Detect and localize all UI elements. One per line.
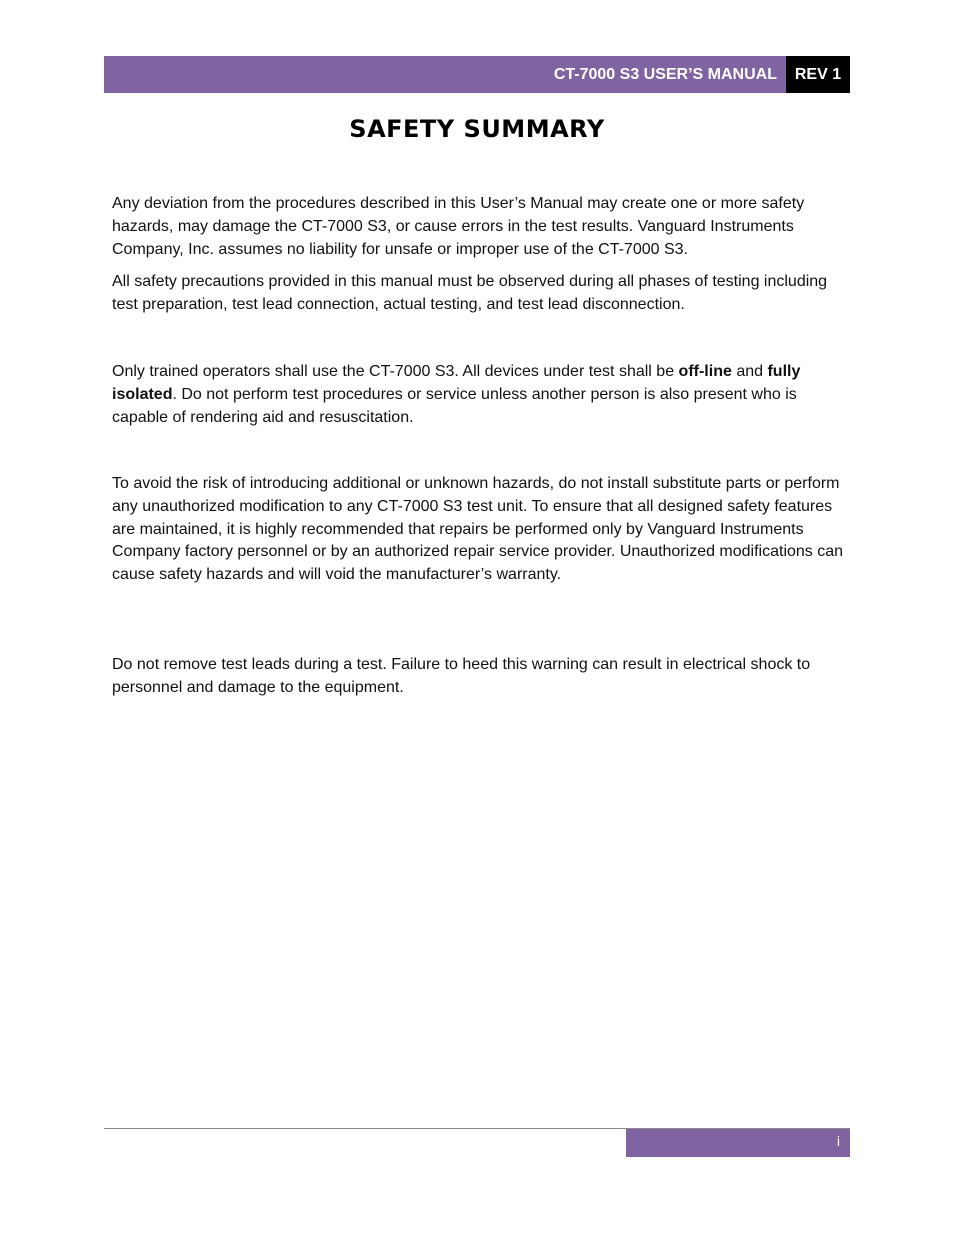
operators-text-1: Only trained operators shall use the CT-7000 S3. All devices under test shall be: [112, 363, 679, 380]
paragraph-liability: Any deviation from the procedures described in this User’s Manual may create one or more safety hazards, may damage the CT-7000 S3, or cause errors in the test results. Vanguard Instruments Company, Inc. assumes no liability for unsafe or improper use of the CT-7000 S3.: [112, 195, 805, 258]
revision-badge: REV 1: [786, 56, 850, 93]
header-bar: [104, 56, 786, 93]
off-line-emphasis: off-line: [678, 363, 732, 380]
paragraph-test-leads: Do not remove test leads during a test. Failure to heed this warning can result in electrical shock to personnel and damage to the equipment.: [112, 656, 811, 696]
operators-text-3: . Do not perform test procedures or service unless another person is also present who is capable of rendering aid and resuscitation.: [112, 385, 797, 426]
paragraph-operators: [112, 361, 844, 429]
operators-text-2: and: [731, 363, 768, 380]
fully-isolated-emphasis: fully isolated: [112, 363, 801, 403]
footer-box: [626, 1129, 850, 1157]
paragraph-precautions: All safety precautions provided in this manual must be observed during all phases of testing including test preparation, test lead connection, actual testing, and test lead disconnection.: [112, 273, 828, 313]
page-title: SAFETY SUMMARY: [349, 115, 605, 143]
paragraph-modifications: To avoid the risk of introducing additional or unknown hazards, do not install substitute parts or perform any unauthorized modification to any CT-7000 S3 test unit. To ensure that all designed safety features are maintained, it is highly recommended that repairs be performed only by Vanguard Instruments Company factory personnel or by an authorized repair service provider. Unauthorized modifications can cause safety hazards and will void the manufacturer’s warranty.: [112, 475, 844, 584]
page-number: i: [836, 1133, 840, 1149]
manual-title: CT-7000 S3 USER’S MANUAL: [553, 66, 777, 83]
